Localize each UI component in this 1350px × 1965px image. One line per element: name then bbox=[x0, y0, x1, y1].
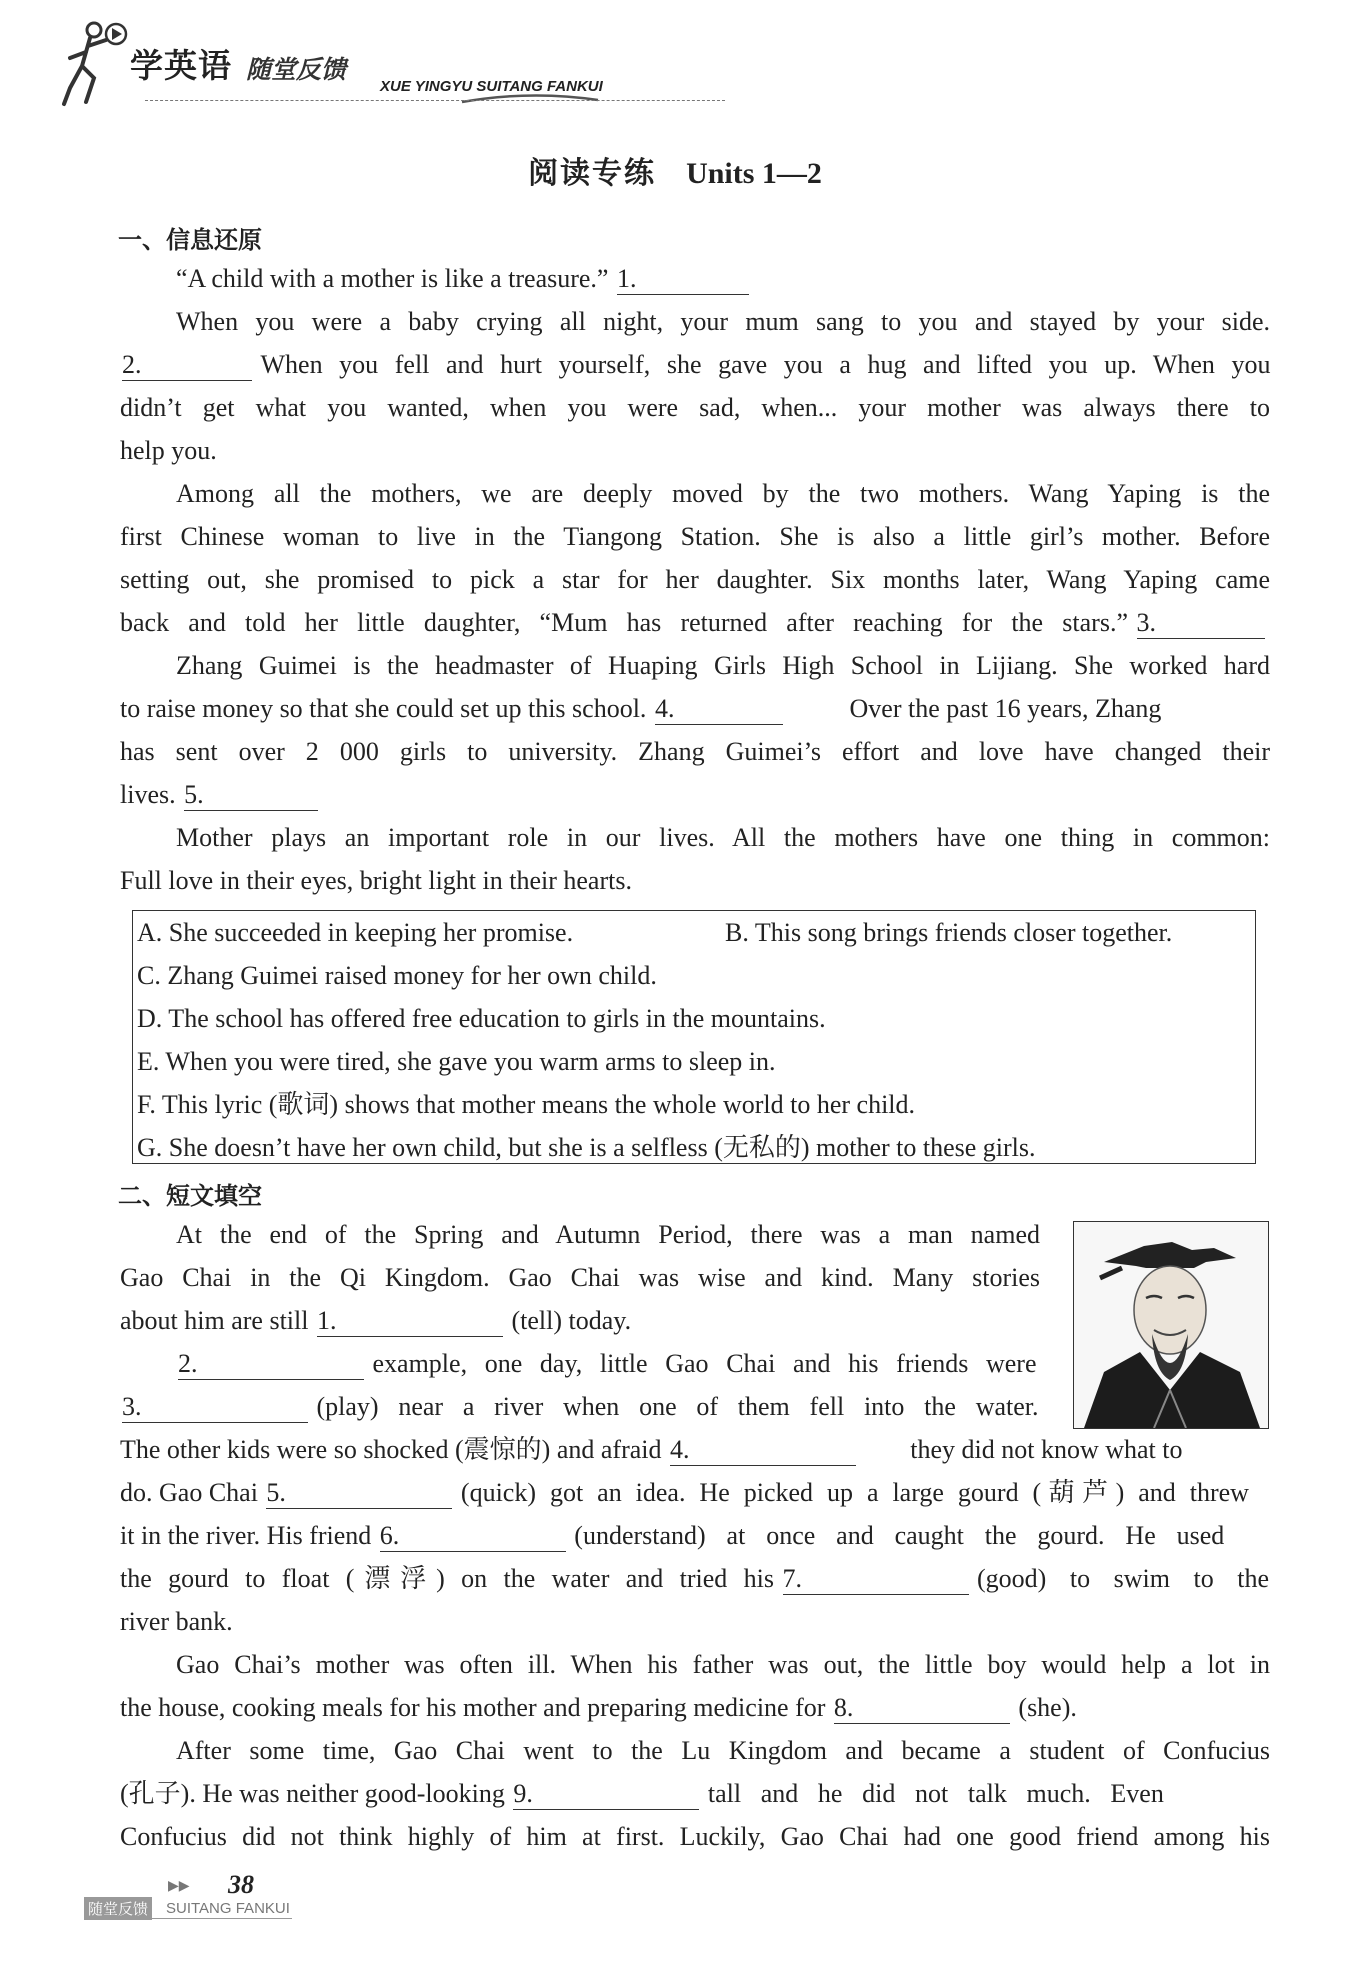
answer-blank-1[interactable]: 1. bbox=[617, 264, 749, 295]
series-title: 学英语 bbox=[130, 46, 232, 85]
answer-blank-3[interactable]: 3. bbox=[1137, 608, 1265, 639]
option-a: A. She succeeded in keeping her promise. bbox=[137, 918, 574, 947]
blank-2-9[interactable]: 9. bbox=[513, 1779, 699, 1810]
text-line: 3. (play) near a river when one of them fell into the water. bbox=[122, 1392, 1039, 1421]
option-g: G. She doesn’t have her own child, but she is a selfless (无私的) mother to these girls. bbox=[137, 1133, 1036, 1162]
blank-2-8[interactable]: 8. bbox=[834, 1693, 1010, 1724]
text-line: the house, cooking meals for his mother and preparing medicine for 8. (she). bbox=[120, 1693, 1077, 1722]
options-box bbox=[132, 910, 1256, 1164]
text-line: Gao Chai’s mother was often ill. When his father was out, the little boy would help a lot in bbox=[176, 1650, 1270, 1679]
option-d: D. The school has offered free education to girls in the mountains. bbox=[137, 1004, 826, 1033]
text-line: back and told her little daughter, “Mum has returned after reaching for the stars.” 3. bbox=[120, 601, 1270, 644]
answer-blank-4[interactable]: 4. bbox=[655, 694, 783, 725]
text-line: first Chinese woman to live in the Tiangong Station. She is also a little girl’s mother. Before bbox=[120, 522, 1270, 551]
section-heading-1: 一、信息还原 bbox=[118, 226, 262, 254]
double-arrow-icon: ▶▶ bbox=[168, 1879, 190, 1894]
blank-2-2[interactable]: 2. bbox=[178, 1349, 364, 1380]
text-line: At the end of the Spring and Autumn Period, there was a man named bbox=[176, 1220, 1040, 1249]
text-line: Gao Chai in the Qi Kingdom. Gao Chai was wise and kind. Many stories bbox=[120, 1263, 1040, 1292]
blank-2-4[interactable]: 4. bbox=[670, 1435, 856, 1466]
blank-2-7[interactable]: 7. bbox=[783, 1564, 969, 1595]
footer-pinyin: SUITANG FANKUI bbox=[166, 1900, 290, 1917]
page-number: 38 bbox=[228, 1870, 254, 1899]
blank-2-5[interactable]: 5. bbox=[266, 1478, 452, 1509]
title-chinese: 阅读专练 bbox=[528, 156, 657, 191]
text-line: Zhang Guimei is the headmaster of Huaping Girls High School in Lijiang. She worked hard bbox=[176, 651, 1270, 680]
footer-divider bbox=[84, 1918, 292, 1919]
text-line: to raise money so that she could set up this school. 4. Over the past 16 years, Zhang bbox=[120, 694, 1162, 723]
answer-blank-5[interactable]: 5. bbox=[184, 780, 318, 811]
page-header bbox=[60, 14, 680, 114]
text-line: Among all the mothers, we are deeply moved by the two mothers. Wang Yaping is the bbox=[176, 479, 1270, 508]
option-e: E. When you were tired, she gave you warm arms to sleep in. bbox=[137, 1047, 776, 1076]
text-line: do. Gao Chai 5. (quick) got an idea. He picked up a large gourd (葫芦) and threw bbox=[120, 1478, 1249, 1507]
text-line: river bank. bbox=[120, 1607, 233, 1636]
answer-blank-2[interactable]: 2. bbox=[122, 350, 252, 381]
text-line: it in the river. His friend 6. (understand) at once and caught the gourd. He used bbox=[120, 1521, 1225, 1550]
text-line: about him are still 1. (tell) today. bbox=[120, 1306, 632, 1335]
header-divider bbox=[145, 100, 725, 101]
title-units: Units 1—2 bbox=[686, 157, 822, 190]
gao-chai-portrait bbox=[1073, 1221, 1269, 1429]
text-line: setting out, she promised to pick a star for her daughter. Six months later, Wang Yaping came bbox=[120, 565, 1270, 594]
footer-badge: 随堂反馈 bbox=[84, 1897, 152, 1920]
portrait-illustration bbox=[1074, 1222, 1268, 1428]
text-line: Confucius did not think highly of him at first. Luckily, Gao Chai had one good friend among his bbox=[120, 1822, 1270, 1851]
series-subtitle: 随堂反馈 bbox=[246, 55, 347, 84]
text-line: 2. example, one day, little Gao Chai and his friends were bbox=[178, 1349, 1037, 1378]
option-f: F. This lyric (歌词) shows that mother means the whole world to her child. bbox=[137, 1090, 916, 1119]
swoosh-decoration bbox=[460, 92, 600, 106]
option-b: B. This song brings friends closer together. bbox=[725, 918, 1173, 947]
text-line: When you were a baby crying all night, your mum sang to you and stayed by your side. bbox=[176, 307, 1270, 336]
blank-2-3[interactable]: 3. bbox=[122, 1392, 308, 1423]
text-line: lives. 5. bbox=[120, 773, 1270, 816]
text-line: the gourd to float (漂浮) on the water and tried his 7. (good) to swim to the bbox=[120, 1564, 1269, 1593]
text-line: Mother plays an important role in our lives. All the mothers have one thing in common: bbox=[176, 823, 1270, 852]
text-line: After some time, Gao Chai went to the Lu Kingdom and became a student of Confucius bbox=[176, 1736, 1270, 1765]
option-c: C. Zhang Guimei raised money for her own child. bbox=[137, 961, 657, 990]
text-line: The other kids were so shocked (震惊的) and afraid 4. they did not know what to bbox=[120, 1435, 1183, 1464]
text-line: help you. bbox=[120, 436, 217, 465]
text-line: “A child with a mother is like a treasure.” 1. bbox=[176, 257, 1270, 300]
page-title bbox=[0, 148, 1350, 192]
text-line: (孔子). He was neither good-looking 9. tall and he did not talk much. Even bbox=[120, 1779, 1164, 1808]
section-heading-2: 二、短文填空 bbox=[118, 1182, 262, 1210]
text-line: has sent over 2 000 girls to university. Zhang Guimei’s effort and love have changed their bbox=[120, 737, 1270, 766]
series-pinyin: XUE YINGYU SUITANG FANKUI bbox=[380, 78, 603, 95]
text-line: 2. When you fell and hurt yourself, she gave you a hug and lifted you up. When you bbox=[122, 350, 1271, 379]
text-line: Full love in their eyes, bright light in their hearts. bbox=[120, 866, 632, 895]
text-line: didn’t get what you wanted, when you were sad, when... your mother was always there to bbox=[120, 393, 1270, 422]
runner-logo-icon bbox=[60, 18, 130, 108]
blank-2-1[interactable]: 1. bbox=[317, 1306, 503, 1337]
blank-2-6[interactable]: 6. bbox=[380, 1521, 566, 1552]
